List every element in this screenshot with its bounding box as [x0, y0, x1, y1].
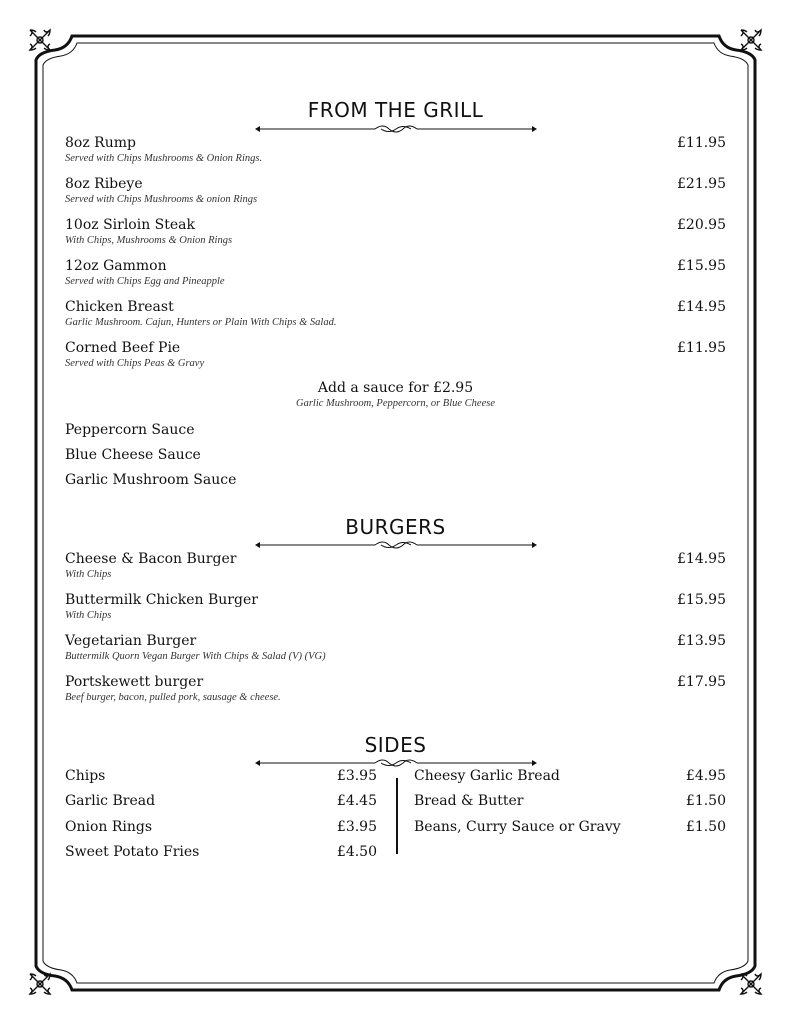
- item-description: Served with Chips Egg and Pineapple: [65, 276, 225, 287]
- side-item: [414, 792, 726, 810]
- side-price: £3.95: [336, 819, 377, 835]
- sauce-note-sub: Garlic Mushroom, Peppercorn, or Blue Cheese: [296, 398, 495, 409]
- side-price: £4.95: [685, 768, 726, 784]
- sauce-item: Garlic Mushroom Sauce: [65, 472, 237, 488]
- sauce-item: Peppercorn Sauce: [65, 422, 195, 438]
- side-name: Garlic Bread: [65, 793, 156, 809]
- item-description: Buttermilk Quorn Vegan Burger With Chips & Salad (V) (VG): [65, 651, 326, 662]
- item-description: With Chips: [65, 610, 112, 621]
- item-name: 8oz Rump: [65, 135, 136, 151]
- item-name: Buttermilk Chicken Burger: [65, 592, 258, 608]
- item-price: £11.95: [677, 135, 726, 151]
- menu-item: [65, 134, 726, 165]
- item-name: Portskewett burger: [65, 674, 204, 690]
- item-name: 10oz Sirloin Steak: [65, 217, 196, 233]
- side-name: Onion Rings: [65, 819, 153, 835]
- side-name: Bread & Butter: [414, 793, 524, 809]
- side-name: Beans, Curry Sauce or Gravy: [414, 819, 621, 835]
- menu-item: [65, 591, 726, 622]
- menu-item: [65, 673, 726, 704]
- item-name: Cheese & Bacon Burger: [65, 551, 237, 567]
- item-price: £15.95: [677, 258, 726, 274]
- item-price: £14.95: [677, 299, 726, 315]
- item-price: £17.95: [677, 674, 726, 690]
- sides-section-title: SIDES: [364, 733, 427, 757]
- side-name: Chips: [65, 768, 106, 784]
- menu-item: [65, 550, 726, 581]
- corner-ornament-icon: [737, 970, 765, 998]
- item-description: Garlic Mushroom. Cajun, Hunters or Plain With Chips & Salad.: [65, 317, 337, 328]
- side-price: £1.50: [685, 819, 726, 835]
- item-description: Served with Chips Mushrooms & Onion Rings.: [65, 153, 263, 164]
- item-price: £11.95: [677, 340, 726, 356]
- side-name: Cheesy Garlic Bread: [414, 768, 560, 784]
- item-price: £15.95: [677, 592, 726, 608]
- item-description: Beef burger, bacon, pulled pork, sausage & cheese.: [65, 692, 281, 703]
- menu-item: [65, 216, 726, 247]
- item-name: 12oz Gammon: [65, 258, 167, 274]
- menu-item: [65, 257, 726, 288]
- sides-column-separator: [396, 778, 398, 854]
- item-price: £14.95: [677, 551, 726, 567]
- item-name: 8oz Ribeye: [65, 176, 143, 192]
- side-item: [65, 792, 377, 810]
- item-price: £13.95: [677, 633, 726, 649]
- side-name: Sweet Potato Fries: [65, 844, 200, 860]
- side-item: [414, 818, 726, 836]
- side-price: £4.45: [336, 793, 377, 809]
- item-name: Vegetarian Burger: [65, 633, 197, 649]
- menu-item: [65, 632, 726, 663]
- corner-ornament-icon: [737, 26, 765, 54]
- side-price: £4.50: [336, 844, 377, 860]
- item-description: Served with Chips Peas & Gravy: [65, 358, 205, 369]
- corner-ornament-icon: [26, 26, 54, 54]
- item-description: With Chips: [65, 569, 112, 580]
- side-item: [65, 843, 377, 861]
- grill-section-title: FROM THE GRILL: [307, 98, 484, 122]
- side-item: [414, 767, 726, 785]
- item-description: With Chips, Mushrooms & Onion Rings: [65, 235, 233, 246]
- menu-item: [65, 175, 726, 206]
- sauce-note: [0, 379, 791, 411]
- side-price: £1.50: [685, 793, 726, 809]
- item-price: £20.95: [677, 217, 726, 233]
- corner-ornament-icon: [26, 970, 54, 998]
- side-price: £3.95: [336, 768, 377, 784]
- burgers-section-title: BURGERS: [345, 515, 446, 539]
- menu-item: [65, 339, 726, 370]
- side-item: [65, 767, 377, 785]
- item-price: £21.95: [677, 176, 726, 192]
- side-item: [65, 818, 377, 836]
- item-name: Chicken Breast: [65, 299, 174, 315]
- menu-item: [65, 298, 726, 329]
- item-description: Served with Chips Mushrooms & onion Rings: [65, 194, 258, 205]
- item-name: Corned Beef Pie: [65, 340, 181, 356]
- sauce-note-heading: Add a sauce for £2.95: [317, 380, 474, 396]
- sauce-item: Blue Cheese Sauce: [65, 447, 201, 463]
